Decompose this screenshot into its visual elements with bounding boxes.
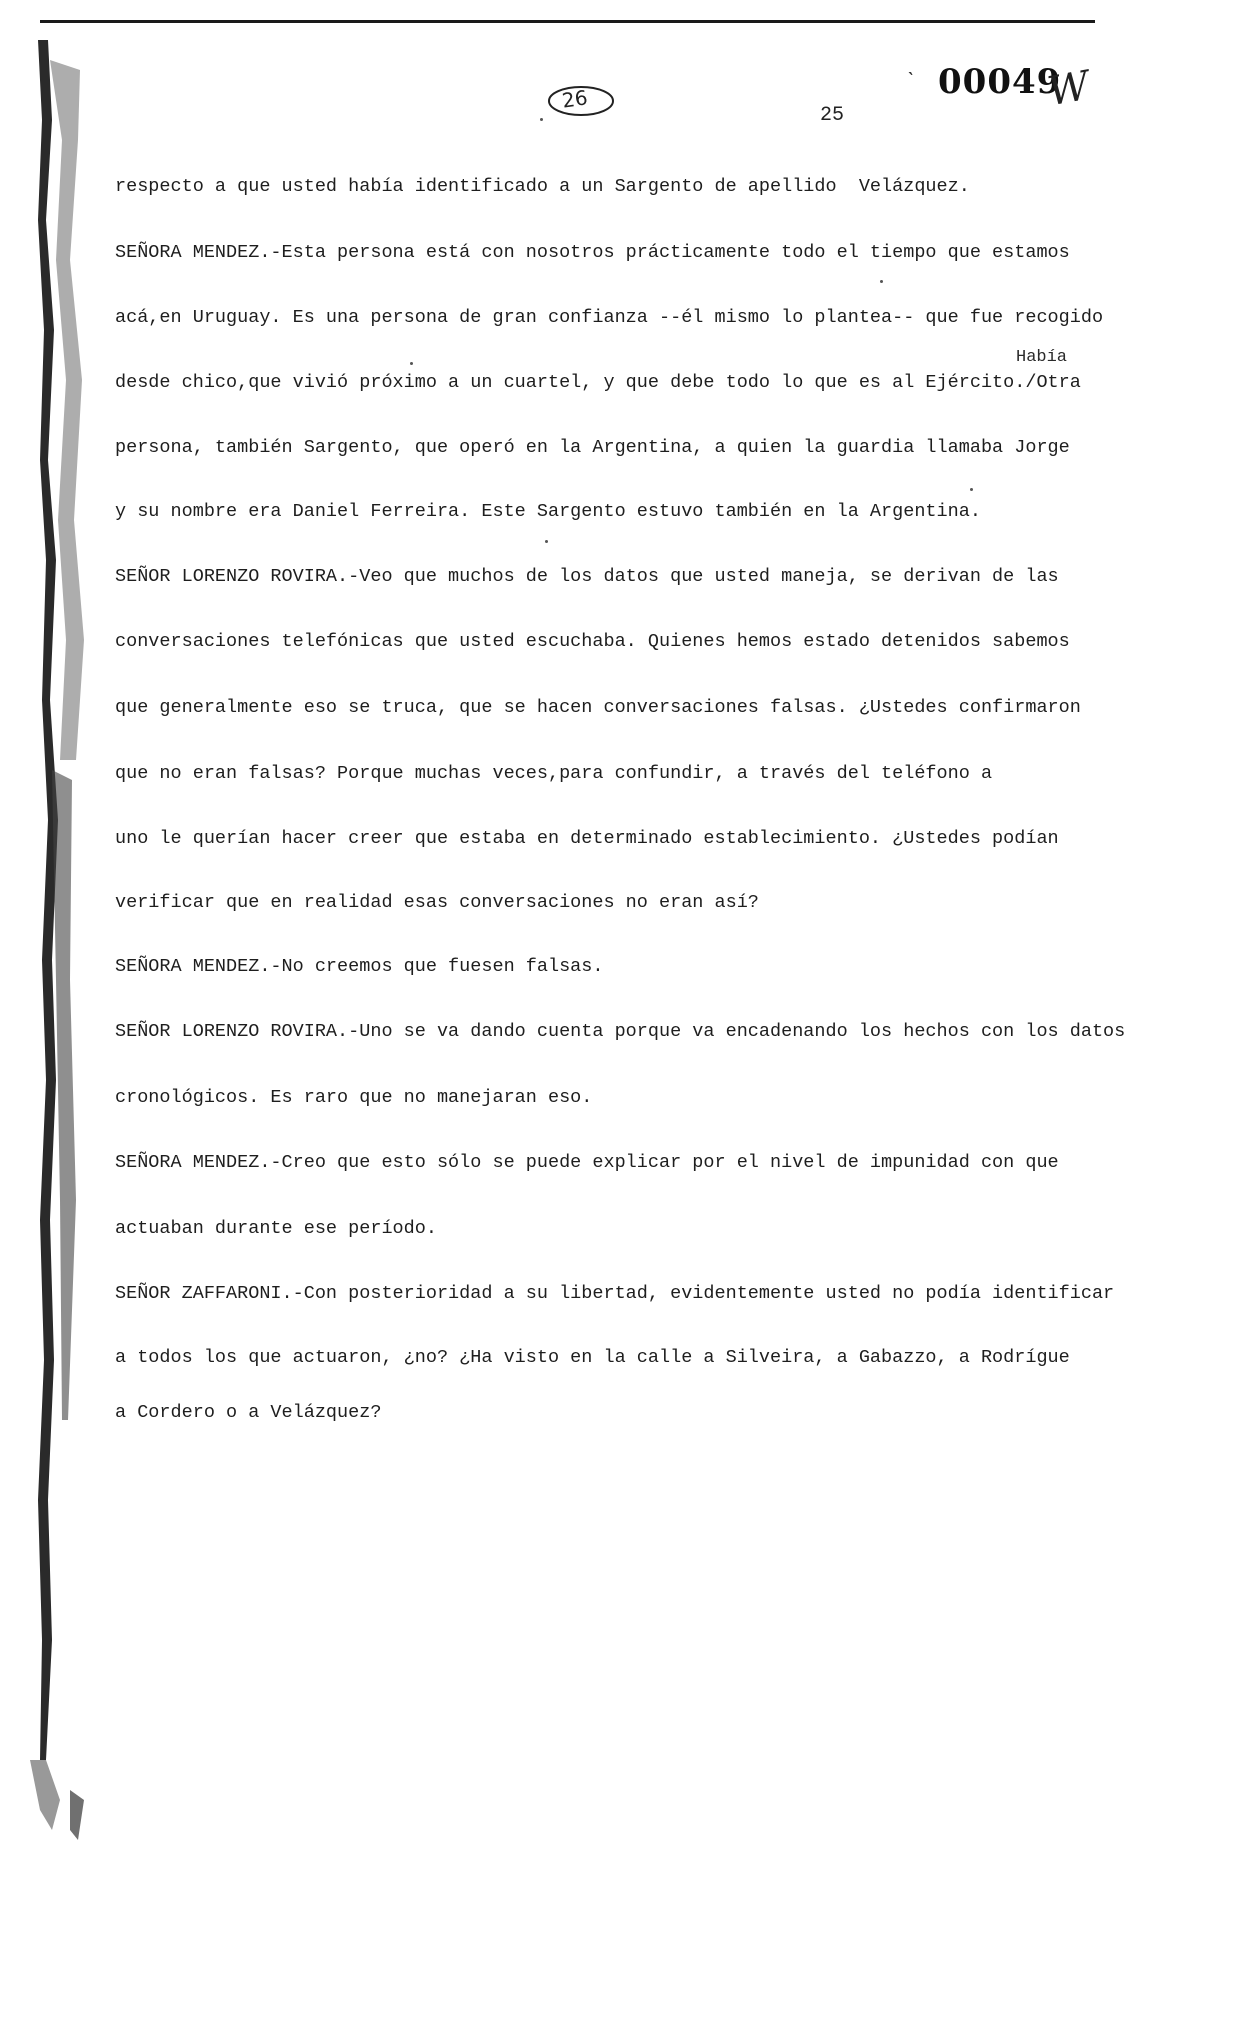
page-number: 25 bbox=[820, 104, 845, 127]
transcript-line: acá,en Uruguay. Es una persona de gran confianza --él mismo lo plantea-- que fue recogido bbox=[115, 307, 1104, 328]
transcript-line: uno le querían hacer creer que estaba en determinado establecimiento. ¿Ustedes podían bbox=[115, 828, 1059, 849]
transcript-line: a Cordero o a Velázquez? bbox=[115, 1402, 382, 1423]
transcript-line: verificar que en realidad esas conversaciones no eran así? bbox=[115, 892, 759, 913]
top-rule bbox=[40, 20, 1095, 23]
transcript-line: que no eran falsas? Porque muchas veces,para confundir, a través del teléfono a bbox=[115, 763, 993, 784]
tick-mark: ˋ bbox=[905, 70, 919, 95]
scan-edge-shadow bbox=[0, 0, 120, 1900]
transcript-line: desde chico,que vivió próximo a un cuartel, y que debe todo lo que es al Ejército./Otra bbox=[115, 372, 1081, 393]
handwritten-initials: W bbox=[1044, 62, 1093, 116]
handwritten-insertion: Había bbox=[1016, 348, 1068, 367]
transcript-line: SEÑOR ZAFFARONI.-Con posterioridad a su libertad, evidentemente usted no podía identificar bbox=[115, 1283, 1115, 1304]
transcript-line: SEÑORA MENDEZ.-No creemos que fuesen falsas. bbox=[115, 956, 604, 977]
stamp-number: 26 bbox=[560, 85, 589, 113]
transcript-line: que generalmente eso se truca, que se hacen conversaciones falsas. ¿Ustedes confirmaron bbox=[115, 697, 1081, 718]
transcript-line: SEÑOR LORENZO ROVIRA.-Uno se va dando cuenta porque va encadenando los hechos con los datos bbox=[115, 1021, 1126, 1042]
transcript-line: actuaban durante ese período. bbox=[115, 1218, 437, 1239]
transcript-line: persona, también Sargento, que operó en la Argentina, a quien la guardia llamaba Jorge bbox=[115, 437, 1070, 458]
transcript-line: SEÑORA MENDEZ.-Creo que esto sólo se puede explicar por el nivel de impunidad con que bbox=[115, 1152, 1059, 1173]
document-number: 00049 bbox=[938, 62, 1062, 102]
transcript-line: a todos los que actuaron, ¿no? ¿Ha visto en la calle a Silveira, a Gabazzo, a Rodrígue bbox=[115, 1347, 1070, 1368]
transcript-line: cronológicos. Es raro que no manejaran eso. bbox=[115, 1087, 593, 1108]
speck bbox=[410, 362, 413, 365]
transcript-line: y su nombre era Daniel Ferreira. Este Sargento estuvo también en la Argentina. bbox=[115, 501, 981, 522]
speck bbox=[540, 118, 543, 121]
transcript-line: SEÑOR LORENZO ROVIRA.-Veo que muchos de los datos que usted maneja, se derivan de las bbox=[115, 566, 1059, 587]
transcript-line: conversaciones telefónicas que usted escuchaba. Quienes hemos estado detenidos sabemos bbox=[115, 631, 1070, 652]
speck bbox=[880, 280, 883, 283]
transcript-line: SEÑORA MENDEZ.-Esta persona está con nosotros prácticamente todo el tiempo que estamos bbox=[115, 242, 1070, 263]
transcript-line: respecto a que usted había identificado a un Sargento de apellido Velázquez. bbox=[115, 176, 970, 197]
speck bbox=[970, 488, 973, 491]
speck bbox=[545, 540, 548, 543]
